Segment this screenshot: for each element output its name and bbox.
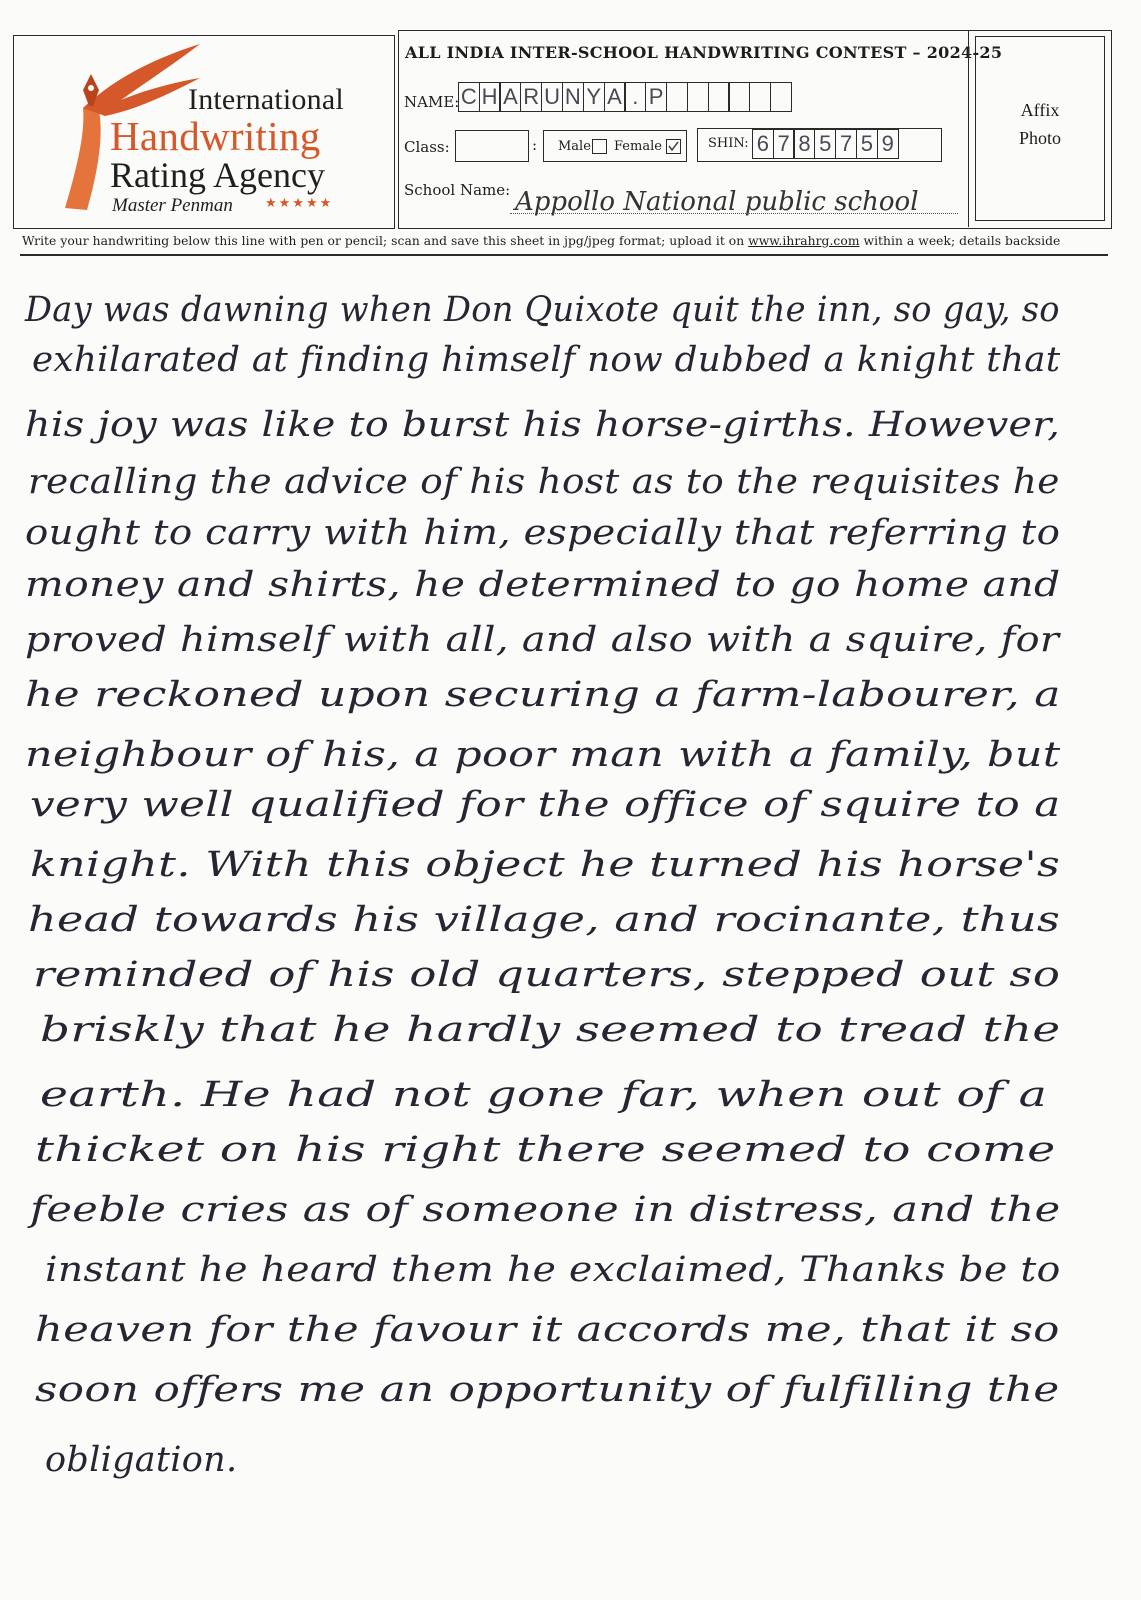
name-char-cell[interactable]: N: [562, 82, 584, 112]
shin-digit-cell[interactable]: 6: [752, 129, 774, 159]
handwriting-line: soon offers me an opportunity of fulfilling the: [35, 1370, 1060, 1410]
female-checkbox[interactable]: [666, 139, 681, 154]
name-char-cell[interactable]: H: [479, 82, 501, 112]
name-char-cell[interactable]: [708, 82, 730, 112]
shin-digit-cell[interactable]: 7: [773, 129, 795, 159]
gender-field: [543, 130, 687, 162]
handwriting-line: proved himself with all, and also with a squire, for: [25, 620, 1060, 660]
name-char-cell[interactable]: A: [499, 82, 521, 112]
shin-digit-cell[interactable]: 9: [877, 129, 899, 159]
male-checkbox[interactable]: [592, 139, 607, 154]
handwriting-line: money and shirts, he determined to go home and: [25, 565, 1061, 605]
logo-text-international: International: [188, 83, 344, 116]
female-label: Female: [614, 139, 662, 154]
handwriting-line: thicket on his right there seemed to come: [35, 1130, 1056, 1170]
handwriting-line: he reckoned upon securing a farm-labourer, a: [25, 675, 1061, 715]
handwriting-line: very well qualified for the office of squire to a: [30, 785, 1061, 825]
shin-digit-cell[interactable]: 7: [835, 129, 857, 159]
name-char-cell[interactable]: R: [520, 82, 542, 112]
name-char-cell[interactable]: [749, 82, 771, 112]
check-mark-icon: [667, 140, 680, 153]
name-char-cell[interactable]: A: [604, 82, 626, 112]
handwriting-line: briskly that he hardly seemed to tread the: [40, 1010, 1061, 1050]
name-char-cell[interactable]: .: [624, 82, 646, 112]
name-char-cell[interactable]: [666, 82, 688, 112]
handwriting-line: his joy was like to burst his horse-girths. However,: [25, 405, 1061, 445]
handwriting-line: instant he heard them he exclaimed, Thanks be to: [45, 1250, 1061, 1290]
handwriting-line: earth. He had not gone far, when out of a: [40, 1075, 1048, 1115]
school-name-line: [510, 213, 958, 214]
handwriting-line: recalling the advice of his host as to the requisites he: [28, 462, 1060, 502]
logo-stars: ★★★★★: [265, 196, 334, 211]
handwriting-line: reminded of his old quarters, stepped out so: [33, 955, 1061, 995]
name-char-cell[interactable]: P: [645, 82, 667, 112]
shin-field: [697, 128, 942, 162]
class-label: Class:: [404, 138, 450, 156]
logo-text-rating-agency: Rating Agency: [110, 155, 325, 195]
shin-digit-cell[interactable]: 5: [814, 129, 836, 159]
handwriting-line: knight. With this object he turned his horse's: [30, 845, 1061, 885]
name-char-cell[interactable]: U: [541, 82, 563, 112]
class-separator: :: [532, 136, 538, 154]
logo-text-master-penman: Master Penman: [112, 195, 233, 216]
shin-label: SHIN:: [708, 136, 749, 151]
affix-label-line1: Affix: [1020, 100, 1060, 120]
male-label: Male: [558, 139, 591, 154]
affix-photo-label: [980, 96, 1100, 152]
name-char-cell[interactable]: [770, 82, 792, 112]
shin-digits[interactable]: [753, 129, 899, 159]
handwriting-line: head towards his village, and rocinante, thus: [28, 900, 1061, 940]
logo-text-handwriting: Handwriting: [110, 113, 321, 159]
handwriting-line: exhilarated at finding himself now dubbed a knight that: [32, 340, 1061, 380]
contest-title: ALL INDIA INTER-SCHOOL HANDWRITING CONTEST – 2024-25: [405, 43, 1003, 62]
class-field[interactable]: [455, 130, 529, 162]
handwriting-line: Day was dawning when Don Quixote quit the inn, so gay, so: [25, 290, 1060, 330]
affix-label-line2: Photo: [1018, 128, 1061, 148]
instruction-text: [22, 234, 1060, 248]
name-label: NAME:: [404, 93, 460, 111]
name-char-cell[interactable]: [728, 82, 750, 112]
handwriting-line: neighbour of his, a poor man with a family, but: [25, 735, 1061, 775]
school-name-value: Appollo National public school: [515, 187, 919, 217]
instruction-after: within a week; details backside: [859, 234, 1061, 248]
handwriting-line: ought to carry with him, especially that referring to: [25, 513, 1061, 553]
shin-digit-cell[interactable]: 5: [856, 129, 878, 159]
writing-guide-line: [20, 254, 1108, 256]
handwriting-line: feeble cries as of someone in distress, and the: [30, 1190, 1061, 1230]
name-char-cell[interactable]: Y: [583, 82, 605, 112]
name-field[interactable]: [459, 82, 792, 112]
school-name-label: School Name:: [404, 181, 511, 199]
upload-link[interactable]: www.ihrahrg.com: [748, 234, 860, 248]
instruction-before: Write your handwriting below this line with pen or pencil; scan and save this sheet in jpg/jpeg format; upload it on: [22, 234, 749, 248]
name-char-cell[interactable]: C: [458, 82, 480, 112]
shin-digit-cell[interactable]: 8: [793, 129, 815, 159]
name-char-cell[interactable]: [687, 82, 709, 112]
handwriting-line: obligation.: [45, 1440, 238, 1480]
handwriting-line: heaven for the favour it accords me, that it so: [35, 1310, 1060, 1350]
